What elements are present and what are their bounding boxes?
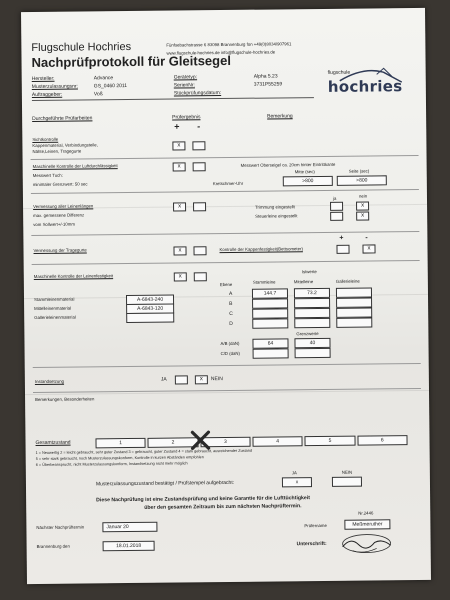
col-remark: Bemerkung: [267, 113, 293, 120]
d-gallerie-value[interactable]: [336, 317, 372, 327]
vermessung-title: Vermessung aller Leinenlängen: [33, 203, 94, 210]
auftraggeber-label: Auftraggeber:: [31, 91, 63, 99]
instandsetzung-ja-checkbox[interactable]: [175, 375, 188, 384]
rating-2[interactable]: 2: [148, 437, 198, 448]
stamm-label: Stammleinenmaterial: [34, 296, 75, 303]
rating-selected-cross-icon: [189, 429, 211, 451]
bemerkungen-label: Bemerkungen, Besonderheiten: [35, 396, 95, 403]
ab-mittel-value[interactable]: 40: [294, 338, 330, 348]
auftraggeber-value: Voß: [93, 91, 103, 98]
tragegurte-title: Vermessung der Tragegurte: [33, 247, 87, 254]
muster-nein-label: NEIN: [341, 469, 353, 475]
luft-minimal: minimaler Grenzwert: 50 sec: [32, 181, 88, 188]
c-mittel-value[interactable]: [294, 308, 330, 318]
luft-plus-checkbox[interactable]: x: [173, 162, 186, 171]
seite-value[interactable]: >800: [337, 175, 387, 186]
col-mittelleine: Mittelleine: [293, 279, 314, 285]
muster-label: Musterzulassungsnr:: [31, 83, 78, 91]
muster-ja-label: JA: [291, 470, 297, 476]
instandsetzung-nein-checkbox[interactable]: x: [195, 375, 208, 384]
trimmung-nein-checkbox[interactable]: x: [356, 201, 369, 210]
geraetetyp-label: Gerätetyp:: [173, 74, 198, 81]
legend-line1: 1 = Neuwertig 2 = leicht gebraucht, sehr guter Zustand 3 = gebraucht, guter Zustand 4 = stark gebraucht, ausreichender Zustand: [35, 448, 252, 456]
luft-title: Maschinelle Kontrolle der Luftdurchlässigkeit: [32, 163, 118, 170]
mittel-label: Mittelleinenmaterial: [34, 305, 72, 312]
luft-tuch: Messwert Tuch:: [32, 172, 63, 179]
d-stamm-value[interactable]: [252, 318, 288, 328]
leinen-minus-checkbox[interactable]: [194, 272, 207, 281]
sichtkontrolle-title: Sichtkontrolle: [32, 136, 59, 143]
sichtkontrolle-line2: Nähte,Leinen, Tragegurte: [32, 148, 82, 155]
d-mittel-value[interactable]: [294, 318, 330, 328]
plus-header: +: [174, 121, 180, 132]
seriennr-value: 3731P55259: [253, 81, 283, 88]
leinen-plus-checkbox[interactable]: x: [174, 272, 187, 281]
trimmung-label: Trimmung eingestellt: [255, 204, 295, 210]
cd-mittel-value[interactable]: [295, 348, 331, 358]
gallerie-label: Gallerieleinenmaterial: [34, 314, 76, 321]
mitte-label: Mitte (sec): [294, 169, 315, 175]
kappe-minus-header: -: [365, 234, 368, 242]
vermessung-line3: vom Sollwert+/-10mm: [33, 221, 75, 228]
rating-4[interactable]: 4: [252, 436, 302, 447]
rating-1[interactable]: 1: [95, 438, 145, 449]
c-stamm-value[interactable]: [252, 308, 288, 318]
istwerte-label: Istwerte: [301, 269, 317, 275]
cd-stamm-value[interactable]: [253, 348, 289, 358]
legend-line2: 5 = sehr stark gebraucht, noch Musterzulassungskonform, Kontrolle in kurzen Abständen empfohlen: [35, 455, 204, 462]
signature-label: Unterschrift:: [296, 540, 327, 548]
instandsetzung-ja-label: JA: [160, 376, 167, 383]
c-gallerie-value[interactable]: [336, 307, 372, 317]
pruefer-value[interactable]: Meßmeruther: [344, 519, 390, 529]
page-title: Nachprüfprotokoll für Gleitsegel: [31, 52, 231, 71]
minus-header: -: [197, 121, 201, 132]
b-mittel-value[interactable]: [294, 298, 330, 308]
row-a-label: A: [228, 290, 233, 297]
luft-messwert-label: Messwert Oberseigel ca. 20cm hinter Eintrittkante: [240, 161, 336, 168]
place-date-value[interactable]: 18.01.2018: [103, 541, 155, 552]
a-mittel-value[interactable]: 73.2: [294, 288, 330, 298]
tragegurte-minus-checkbox[interactable]: [193, 246, 206, 255]
row-b-label: B: [229, 300, 233, 307]
stamm-value[interactable]: A-6843-240: [126, 295, 174, 306]
b-stamm-value[interactable]: [252, 298, 288, 308]
vermessung-minus-checkbox[interactable]: [193, 202, 206, 211]
place-label: Brannenburg den: [36, 543, 70, 549]
school-address: Fünfsebachstrasse 6 83098 Brannenburg fon +49(0)8034/907961: [166, 41, 292, 48]
leinen-title: Maschinelle Kontrolle der Leinenfestigkeit: [33, 273, 114, 280]
hochries-logo: [322, 64, 417, 112]
instandsetzung-title: Instandsetzung: [34, 378, 65, 385]
ebene-label: Ebene: [219, 281, 233, 288]
muster-value: GS_0460 2011: [93, 83, 128, 90]
nein-header: nein: [358, 193, 368, 199]
cd-label: C/D (daN): [220, 350, 240, 357]
hersteller-label: Hersteller:: [31, 75, 55, 83]
a-stamm-value[interactable]: 144.7: [252, 288, 288, 298]
col-stammleine: Stammleine: [252, 279, 276, 285]
vermessung-line2: max. gemessene Differenz: [33, 212, 85, 219]
ab-label: A/B (daN): [220, 340, 240, 347]
report-number: Nr.2446: [358, 510, 374, 516]
vermessung-plus-checkbox[interactable]: x: [173, 202, 186, 211]
kappe-plus-checkbox[interactable]: [336, 245, 349, 254]
signature-stamp-icon: [336, 530, 396, 559]
tragegurte-plus-checkbox[interactable]: x: [173, 246, 186, 255]
school-name: Flugschule Hochries: [31, 40, 132, 55]
ja-header: ja: [332, 195, 337, 201]
kappe-plus-header: +: [339, 234, 344, 242]
next-date-value[interactable]: Januar 20: [102, 522, 157, 533]
disclaimer-line1: Diese Nachprüfung ist eine Zustandsprüfung und keine Garantie für die Lufttüchtigkeit: [96, 495, 311, 504]
mitte-value[interactable]: >800: [283, 176, 333, 187]
kretschmer-label: Kretschmer-Uhr: [212, 180, 244, 187]
seite-label: Seite (sec): [348, 168, 370, 174]
kappe-label: Kontrolle der Kappenfestigkeit(Bettsometer): [219, 246, 303, 253]
a-gallerie-value[interactable]: [336, 287, 372, 297]
gesamtzustand-title: Gesamtzustand: [35, 439, 71, 447]
legend-line3: 6 = Überbeansprucht, nicht Musterzulassungskonform, Instandsetzung nicht mehr möglich: [35, 461, 188, 468]
row-c-label: C: [229, 310, 233, 317]
gallerie-value[interactable]: [126, 313, 174, 324]
pruefer-label: Prüfername: [304, 522, 327, 529]
seriennr-label: SerienNr:: [173, 82, 195, 89]
rating-scale: [95, 435, 407, 446]
b-gallerie-value[interactable]: [336, 297, 372, 307]
sichtkontrolle-minus-checkbox[interactable]: [192, 141, 205, 150]
inspection-sheet: [21, 8, 431, 584]
next-date-label: Nächster Nachprüftermin: [36, 524, 85, 530]
muster-zustand-label: Musterzulassungszustand bestätigt / Prüfstempel aufgebracht:: [95, 479, 235, 488]
geraetetyp-value: Alpha 5.23: [253, 73, 278, 80]
logo-small-text: flugschule: [327, 69, 351, 76]
ab-stamm-value[interactable]: 64: [252, 338, 288, 348]
rating-5[interactable]: 5: [305, 436, 355, 447]
row-d-label: D: [229, 320, 233, 327]
grenzwerte-label: Grenzwerte: [296, 331, 319, 337]
steuer-ja-checkbox[interactable]: [330, 212, 343, 221]
kappe-minus-checkbox[interactable]: x: [362, 244, 375, 253]
col-work: Durchgeführte Prüfarbeiten: [32, 115, 93, 123]
muster-nein-checkbox[interactable]: [332, 477, 362, 487]
muster-ja-checkbox[interactable]: x: [282, 477, 312, 487]
rating-6[interactable]: 6: [357, 435, 407, 446]
col-result: Prüfergebnis: [172, 114, 201, 121]
rating-3[interactable]: 3: [200, 437, 250, 448]
hersteller-value: Advance: [93, 75, 114, 82]
logo-text: hochries: [327, 77, 403, 96]
disclaimer-line2: über den gesamten Zeitraum bis zum nächsten Nachprüftermin.: [144, 503, 302, 511]
trimmung-ja-checkbox[interactable]: [330, 202, 343, 211]
steuer-label: Steuerleine eingestellt: [255, 213, 298, 219]
sichtkontrolle-plus-checkbox[interactable]: x: [172, 141, 185, 150]
stueckpruefung-label: Stückprüfungsdatum:: [173, 90, 222, 97]
instandsetzung-nein-label: NEIN: [210, 376, 223, 383]
steuer-nein-checkbox[interactable]: x: [356, 211, 369, 220]
sichtkontrolle-line1: Kappenmaterial, Verbindungsteile,: [32, 142, 98, 149]
luft-minus-checkbox[interactable]: [193, 162, 206, 171]
mittel-value[interactable]: A-6843-120: [126, 304, 174, 315]
col-gallerieleine: Gallerieleine: [335, 278, 360, 284]
school-web: www.flugschule-hochries.de info@flugschule-hochries.de: [166, 49, 276, 56]
